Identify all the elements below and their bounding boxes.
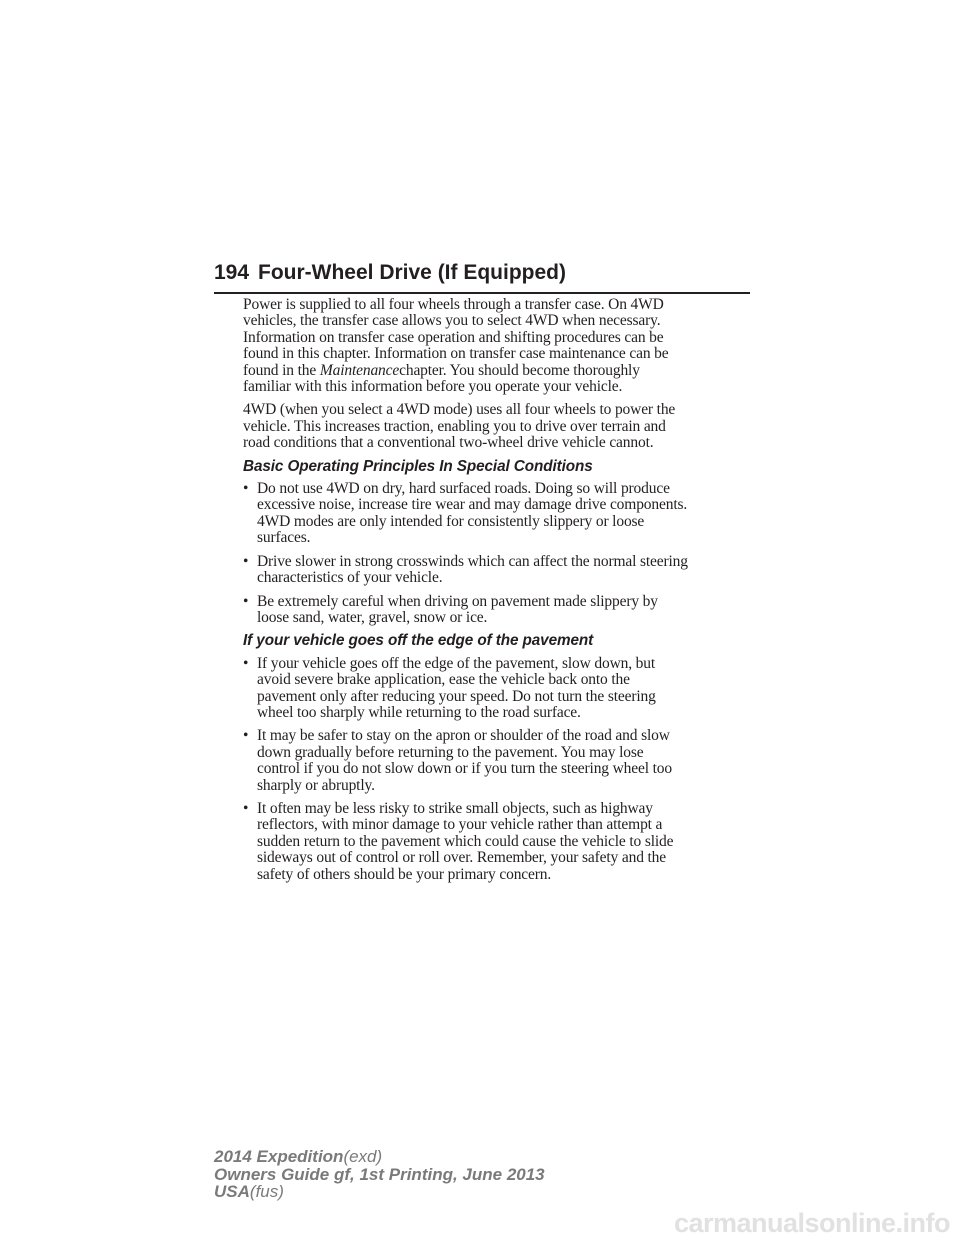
footer-model-line	[214, 1148, 545, 1166]
text-line: Power is supplied to all four wheels through a transfer case. On 4WD	[243, 296, 664, 313]
text-line: If your vehicle goes off the edge of the pavement, slow down, but	[257, 654, 656, 672]
text-line: characteristics of your vehicle.	[257, 569, 443, 587]
text-line: reflectors, with minor damage to your vehicle rather than attempt a	[257, 816, 663, 834]
text-fragment: found in the	[243, 361, 320, 379]
text-line: loose sand, water, gravel, snow or ice.	[257, 608, 488, 626]
bullet-dot: •	[243, 552, 249, 570]
text-line: down gradually before returning to the pavement. You may lose	[257, 743, 644, 761]
bullet-dot: •	[243, 727, 249, 745]
footer-market: USA	[214, 1182, 250, 1201]
bullet-item	[243, 594, 755, 627]
text-line: avoid severe brake application, ease the vehicle back onto the	[257, 671, 630, 689]
intro-paragraph	[243, 297, 755, 395]
bullet-item	[243, 481, 755, 547]
text-line: safety of others should be your primary concern.	[257, 865, 552, 883]
text-line: excessive noise, increase tire wear and may damage drive components.	[257, 496, 688, 514]
text-line: Drive slower in strong crosswinds which can affect the normal steering	[257, 552, 688, 570]
text-line: found in this chapter. Information on transfer case maintenance can be	[243, 345, 669, 363]
bullet-dot: •	[243, 654, 249, 672]
footer-guide-line: Owners Guide gf, 1st Printing, June 2013	[214, 1164, 545, 1184]
text-fragment: chapter. You should become thoroughly	[399, 361, 640, 379]
text-line: wheel too sharply while returning to the road surface.	[257, 703, 581, 721]
page-header	[214, 258, 750, 294]
text-line: vehicles, the transfer case allows you to select 4WD when necessary.	[243, 312, 661, 330]
text-line: familiar with this information before you operate your vehicle.	[243, 378, 623, 396]
text-line: sideways out of control or roll over. Remember, your safety and the	[257, 849, 667, 867]
text-line: road conditions that a conventional two-wheel drive vehicle cannot.	[243, 434, 654, 452]
text-line: pavement only after reducing your speed. Do not turn the steering	[257, 687, 656, 705]
text-line: vehicle. This increases traction, enabling you to drive over terrain and	[243, 417, 666, 435]
text-line: 4WD (when you select a 4WD mode) uses all four wheels to power the	[243, 401, 676, 419]
footer-model: 2014 Expedition	[214, 1147, 344, 1166]
bullet-item	[243, 554, 755, 587]
footer-model-code: (exd)	[343, 1147, 383, 1166]
bullet-dot: •	[243, 592, 249, 610]
text-line: Be extremely careful when driving on pavement made slippery by	[257, 592, 658, 610]
page-number: 194	[214, 261, 250, 284]
page-content	[243, 297, 755, 890]
footer-market-line	[214, 1183, 545, 1201]
bullet-dot: •	[243, 480, 249, 498]
maintenance-chapter-reference: Maintenance	[319, 361, 400, 379]
section-heading-off-pavement: If your vehicle goes off the edge of the pavement	[243, 632, 594, 650]
site-watermark: carmanualsonline.info	[673, 1208, 950, 1238]
section-heading-special-conditions: Basic Operating Principles In Special Conditions	[243, 457, 593, 475]
4wd-paragraph	[243, 402, 755, 451]
bullet-item	[243, 656, 755, 722]
text-line: It often may be less risky to strike small objects, such as highway	[257, 799, 653, 817]
text-line: surfaces.	[257, 529, 311, 547]
text-line: sudden return to the pavement which could cause the vehicle to slide	[257, 832, 674, 850]
text-line: It may be safer to stay on the apron or shoulder of the road and slow	[257, 727, 670, 745]
bullet-dot: •	[243, 799, 249, 817]
text-line: control if you do not slow down or if you turn the steering wheel too	[257, 760, 672, 778]
text-line: Do not use 4WD on dry, hard surfaced roads. Doing so will produce	[257, 480, 670, 498]
bullet-item	[243, 728, 755, 794]
text-line: sharply or abruptly.	[257, 776, 375, 794]
bullet-item	[243, 801, 755, 883]
chapter-title: Four-Wheel Drive (If Equipped)	[258, 261, 566, 284]
text-line	[243, 363, 755, 379]
document-footer	[214, 1148, 545, 1201]
text-line: 4WD modes are only intended for consistently slippery or loose	[257, 512, 645, 530]
footer-market-code: (fus)	[249, 1182, 284, 1201]
text-line: Information on transfer case operation and shifting procedures can be	[243, 328, 664, 346]
